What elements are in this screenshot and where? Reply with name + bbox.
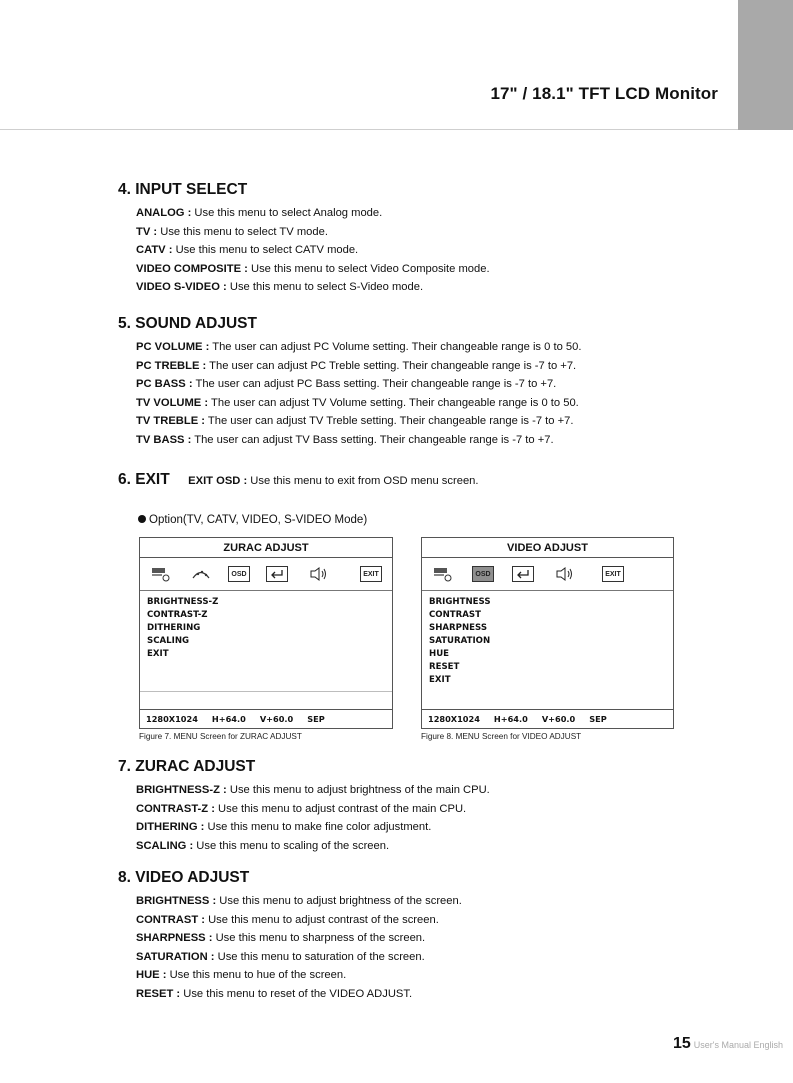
exit-icon: EXIT	[360, 566, 382, 582]
osd-menu-item: BRIGHTNESS	[429, 597, 491, 607]
list-item: TV : Use this menu to select TV mode.	[136, 225, 328, 238]
list-item: ANALOG : Use this menu to select Analog mode.	[136, 207, 383, 219]
return-arrow-icon	[266, 566, 288, 582]
section-title-video-adjust: 8. VIDEO ADJUST	[118, 869, 250, 886]
section-exit	[118, 471, 479, 489]
list-item: PC TREBLE : The user can adjust PC Treble setting. Their changeable range is -7 to +7.	[136, 359, 577, 372]
list-item: BRIGHTNESS : Use this menu to adjust brightness of the screen.	[136, 895, 462, 907]
color-palette-icon	[190, 566, 212, 582]
page-footer	[673, 1035, 783, 1053]
osd-panel-title: ZURAC ADJUST	[140, 538, 392, 558]
osd-icon-bar	[140, 558, 392, 591]
osd-menu-item: EXIT	[147, 649, 169, 659]
return-arrow-icon	[512, 566, 534, 582]
list-item: CATV : Use this menu to select CATV mode.	[136, 244, 359, 257]
osd-menu-item: HUE	[429, 649, 450, 659]
list-item: SATURATION : Use this menu to saturation of the screen.	[136, 950, 425, 963]
video-adjust-list	[136, 892, 462, 1004]
osd-menu-item: EXIT	[429, 675, 451, 685]
list-item: VIDEO S-VIDEO : Use this menu to select S-Video mode.	[136, 281, 424, 294]
figure-caption: Figure 7. MENU Screen for ZURAC ADJUST	[139, 732, 302, 741]
section-title-exit: 6. EXIT	[118, 471, 170, 488]
monitor-adjust-icon	[432, 566, 454, 582]
footer-label: User's Manual English	[693, 1040, 783, 1050]
input-select-list	[136, 204, 490, 297]
list-item: TV VOLUME : The user can adjust TV Volume setting. Their changeable range is 0 to 50.	[136, 396, 579, 409]
osd-status-bar: 1280X1024 H+64.0 V+60.0 SEP	[422, 709, 673, 728]
header-divider	[0, 129, 738, 130]
page-header-title: 17" / 18.1" TFT LCD Monitor	[490, 84, 718, 103]
section-title-sound-adjust: 5. SOUND ADJUST	[118, 315, 257, 332]
monitor-adjust-icon	[150, 566, 172, 582]
osd-menu-item: SCALING	[147, 636, 190, 646]
figure-caption: Figure 8. MENU Screen for VIDEO ADJUST	[421, 732, 582, 741]
osd-menu-item: RESET	[429, 662, 460, 672]
osd-icon: OSD	[228, 566, 250, 582]
list-item: RESET : Use this menu to reset of the VIDEO ADJUST.	[136, 987, 413, 1000]
list-item: TV TREBLE : The user can adjust TV Treble setting. Their changeable range is -7 to +7.	[136, 415, 574, 428]
list-item: SCALING : Use this menu to scaling of the screen.	[136, 839, 390, 852]
osd-divider	[140, 691, 392, 692]
zurac-adjust-osd-panel	[139, 537, 393, 729]
exit-icon: EXIT	[602, 566, 624, 582]
list-item: DITHERING : Use this menu to make fine color adjustment.	[136, 821, 432, 834]
bullet-icon	[138, 515, 146, 523]
zurac-adjust-list	[136, 781, 490, 855]
list-item: PC BASS : The user can adjust PC Bass setting. Their changeable range is -7 to +7.	[136, 378, 557, 391]
list-item: SHARPNESS : Use this menu to sharpness of the screen.	[136, 932, 426, 945]
list-item: PC VOLUME : The user can adjust PC Volume setting. Their changeable range is 0 to 50.	[136, 341, 582, 353]
speaker-icon	[554, 566, 576, 582]
osd-panel-title: VIDEO ADJUST	[422, 538, 673, 558]
sound-adjust-list	[136, 338, 581, 450]
osd-menu-item: SATURATION	[429, 636, 491, 646]
list-item: BRIGHTNESS-Z : Use this menu to adjust brightness of the main CPU.	[136, 784, 490, 796]
option-note: Option(TV, CATV, VIDEO, S-VIDEO Mode)	[138, 514, 367, 526]
list-item: TV BASS : The user can adjust TV Bass setting. Their changeable range is -7 to +7.	[136, 433, 554, 446]
osd-status-bar: 1280X1024 H+64.0 V+60.0 SEP	[140, 709, 392, 728]
header-gray-tab	[738, 0, 793, 130]
page-number: 15	[672, 1035, 691, 1052]
osd-menu-item: CONTRAST-Z	[147, 610, 208, 620]
list-item: CONTRAST-Z : Use this menu to adjust contrast of the main CPU.	[136, 802, 467, 815]
osd-menu-item: SHARPNESS	[429, 623, 488, 633]
osd-icon-bar	[422, 558, 673, 591]
osd-menu-list	[422, 591, 673, 687]
list-item: HUE : Use this menu to hue of the screen.	[136, 969, 347, 982]
list-item: CONTRAST : Use this menu to adjust contrast of the screen.	[136, 913, 439, 926]
list-item: VIDEO COMPOSITE : Use this menu to select Video Composite mode.	[136, 262, 490, 275]
osd-menu-item: CONTRAST	[429, 610, 481, 620]
osd-menu-list	[140, 591, 392, 661]
osd-icon: OSD	[472, 566, 494, 582]
osd-menu-item: BRIGHTNESS-Z	[147, 597, 219, 607]
section-title-input-select: 4. INPUT SELECT	[118, 181, 248, 198]
speaker-icon	[308, 566, 330, 582]
video-adjust-osd-panel	[421, 537, 674, 729]
exit-osd-description: EXIT OSD : Use this menu to exit from OSD menu screen.	[188, 475, 479, 487]
osd-menu-item: DITHERING	[147, 623, 201, 633]
section-title-zurac-adjust: 7. ZURAC ADJUST	[118, 758, 256, 775]
